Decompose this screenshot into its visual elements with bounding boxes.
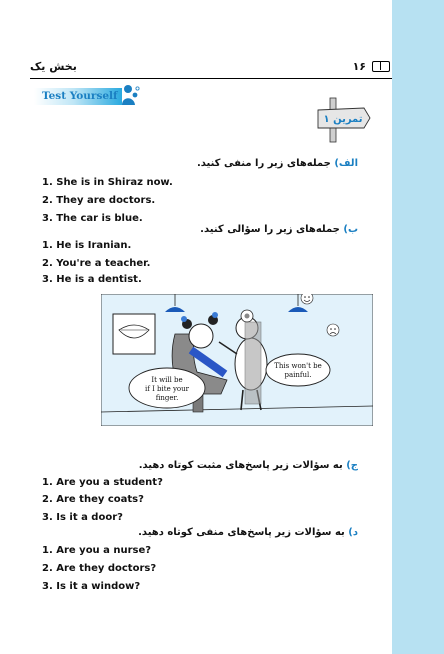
exercise-a-instruction: جمله‌های زیر را منفی کنید. (196, 158, 331, 169)
exercise-d-heading (138, 527, 358, 538)
exercise-d-item-2: 2. Are they doctors? (42, 563, 157, 574)
dental-equipment (245, 322, 261, 404)
exercise-a-heading (197, 158, 358, 169)
section-title: بخش یک (30, 60, 77, 73)
exercise-c-heading (139, 460, 358, 471)
header-rule (30, 78, 392, 79)
page-header (30, 58, 392, 80)
exercise-b-item-2: 2. You're a teacher. (42, 258, 151, 269)
exercise-d-letter: د) (348, 527, 358, 538)
page-number: ۱۶ (352, 60, 366, 73)
exercise-c-instruction: به سؤالات زیر پاسخ‌های مثبت کوتاه دهید. (138, 460, 343, 471)
exercise-b-item-3: 3. He is a dentist. (42, 274, 142, 285)
patient-head (189, 324, 213, 348)
test-yourself-label: Test Yourself (42, 90, 118, 102)
dentist-speech-bubble (266, 354, 330, 386)
patient-speech-line-1: It will be (151, 376, 183, 384)
patient-speech-line-2: if I bite your (145, 385, 189, 393)
exercise-d-item-3: 3. Is it a window? (42, 581, 141, 592)
exercise-signpost (314, 96, 372, 144)
frowny-face-icon (327, 324, 339, 336)
signpost-text: تمرین ۱ (323, 114, 363, 125)
exercise-c-item-3: 3. Is it a door? (42, 512, 123, 523)
exercise-c-item-1: 1. Are you a student? (42, 477, 163, 488)
exercise-b-letter: ب) (343, 224, 358, 235)
dentist-speech-line-1: This won't be (274, 362, 322, 370)
test-yourself-banner (34, 87, 138, 107)
exercise-a-letter: الف) (334, 158, 358, 169)
dentist-cartoon (101, 294, 373, 426)
smiley-face-icon (301, 294, 313, 304)
exercise-d-item-1: 1. Are you a nurse? (42, 545, 152, 556)
exercise-c-item-2: 2. Are they coats? (42, 494, 144, 505)
exercise-b-instruction: جمله‌های زیر را سؤالی کنید. (200, 224, 340, 235)
exercise-c-letter: ج) (346, 460, 358, 471)
exercise-d-instruction: به سؤالات زیر پاسخ‌های منفی کوتاه دهید. (138, 527, 345, 538)
side-color-strip (392, 0, 444, 654)
exercise-a-item-3: 3. The car is blue. (42, 213, 143, 224)
patient-speech-line-3: finger. (155, 394, 179, 402)
exercise-a-item-2: 2. They are doctors. (42, 195, 156, 206)
exercise-b-heading (200, 224, 358, 235)
dentist-speech-line-2: painful. (284, 371, 312, 379)
exercise-b-item-1: 1. He is Iranian. (42, 240, 132, 251)
book-icon (372, 61, 390, 72)
exercise-a-item-1: 1. She is in Shiraz now. (42, 177, 173, 188)
thinking-figure-icon (120, 84, 140, 106)
